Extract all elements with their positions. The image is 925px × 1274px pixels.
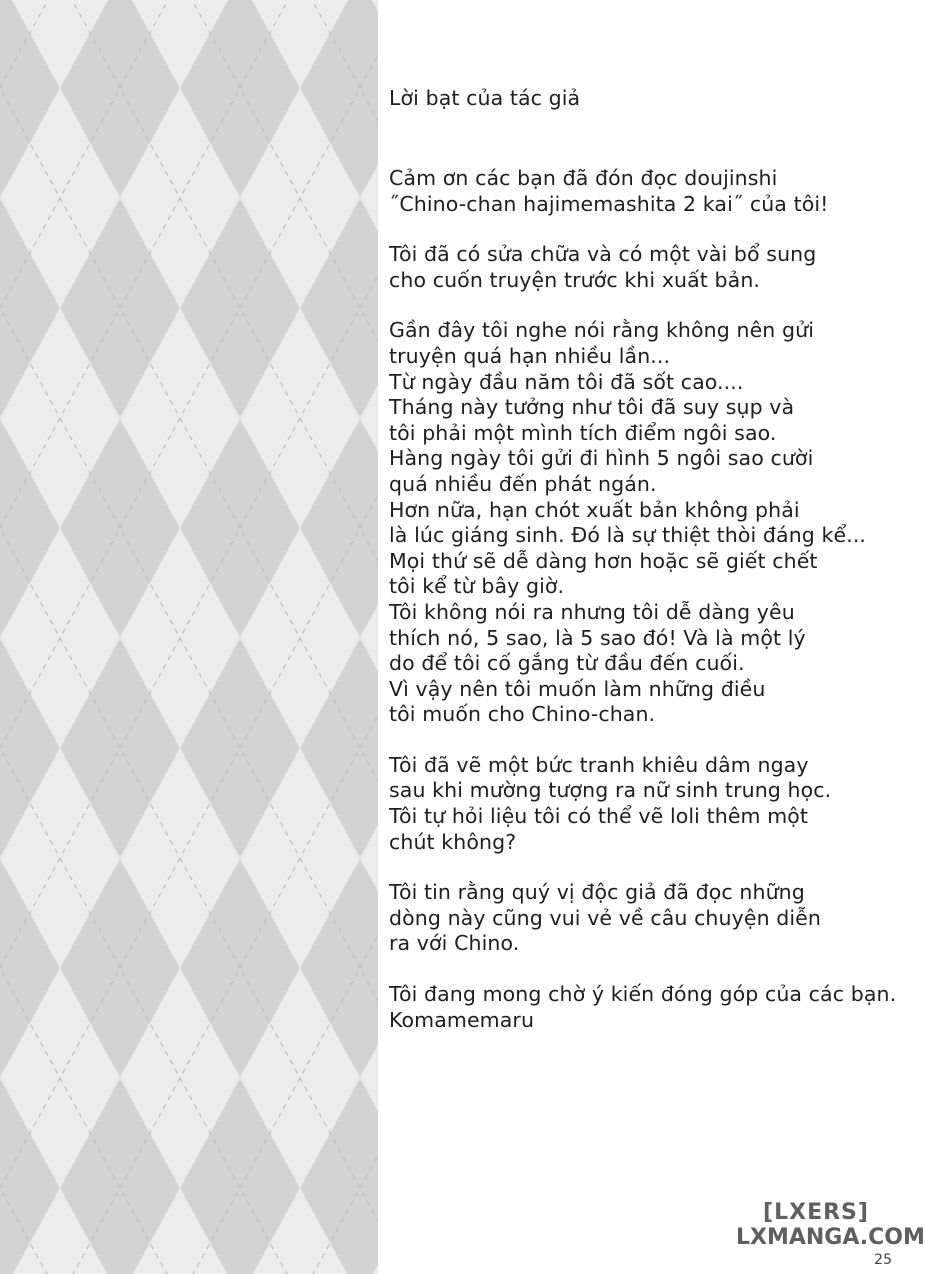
text-line: do để tôi cố gắng từ đầu đến cuối. [389,651,745,676]
text-line: tôi muốn cho Chino-chan. [389,702,656,727]
text-line: sau khi mường tượng ra nữ sinh trung học. [389,778,832,803]
paragraph-signoff [389,982,897,1033]
watermark-site-url: LXMANGA.COM [736,1225,925,1250]
text-line: Từ ngày đầu năm tôi đã sốt cao.... [389,369,744,394]
text-line: Tôi tin rằng quý vị độc giả đã đọc những [389,880,805,905]
text-line: Tôi tự hỏi liệu tôi có thể vẽ loli thêm một [389,804,809,829]
paragraph-revisions [389,242,894,293]
text-line: Hàng ngày tôi gửi đi hình 5 ngôi sao cười [389,446,814,471]
site-watermark [736,1200,925,1250]
text-line: tôi phải một mình tích điểm ngôi sao. [389,420,777,445]
paragraph-drawing [389,753,894,855]
text-line: truyện quá hạn nhiều lần... [389,343,671,368]
text-line: Tháng này tưởng như tôi đã suy sụp và [389,395,795,420]
text-line: chút không? [389,829,517,854]
text-line: thích nó, 5 sao, là 5 sao đó! Và là một lý [389,625,806,650]
text-line: Tôi đã vẽ một bức tranh khiêu dâm ngay [389,752,809,777]
paragraph-readers [389,880,894,957]
text-line: ra với Chino. [389,931,520,956]
text-line: cho cuốn truyện trước khi xuất bản. [389,267,761,292]
text-line: Mọi thứ sẽ dễ dàng hơn hoặc sẽ giết chết [389,548,818,573]
text-line: Tôi đã có sửa chữa và có một vài bổ sung [389,242,817,267]
text-line: quá nhiều đến phát ngán. [389,471,657,496]
text-line: Hơn nữa, hạn chót xuất bản không phải [389,497,800,522]
text-line: ˝Chino-chan hajimemashita 2 kai˝ của tôi! [389,191,829,216]
text-line: Vì vậy nên tôi muốn làm những điều [389,676,766,701]
page-number: 25 [874,1252,892,1268]
argyle-pattern-decoration [0,0,378,1274]
text-line: Cảm ơn các bạn đã đón đọc doujinshi [389,166,778,190]
text-line: tôi kể từ bây giờ. [389,574,565,599]
watermark-group-name: [LXERS] [763,1200,869,1225]
text-line: Gần đây tôi nghe nói rằng không nên gửi [389,318,815,343]
afterword-text [389,86,897,1033]
afterword-title: Lời bạt của tác giả [389,86,581,110]
author-signature: Komamemaru [389,1007,535,1032]
paragraph-thanks [389,166,894,217]
text-line: dòng này cũng vui vẻ về câu chuyện diễn [389,905,821,930]
text-line: Tôi không nói ra nhưng tôi dễ dàng yêu [389,599,795,624]
text-line: Tôi đang mong chờ ý kiến đóng góp của các bạn. [389,982,897,1007]
paragraph-recent-news [389,318,894,728]
text-line: là lúc giáng sinh. Đó là sự thiệt thòi đáng kể... [389,523,867,548]
